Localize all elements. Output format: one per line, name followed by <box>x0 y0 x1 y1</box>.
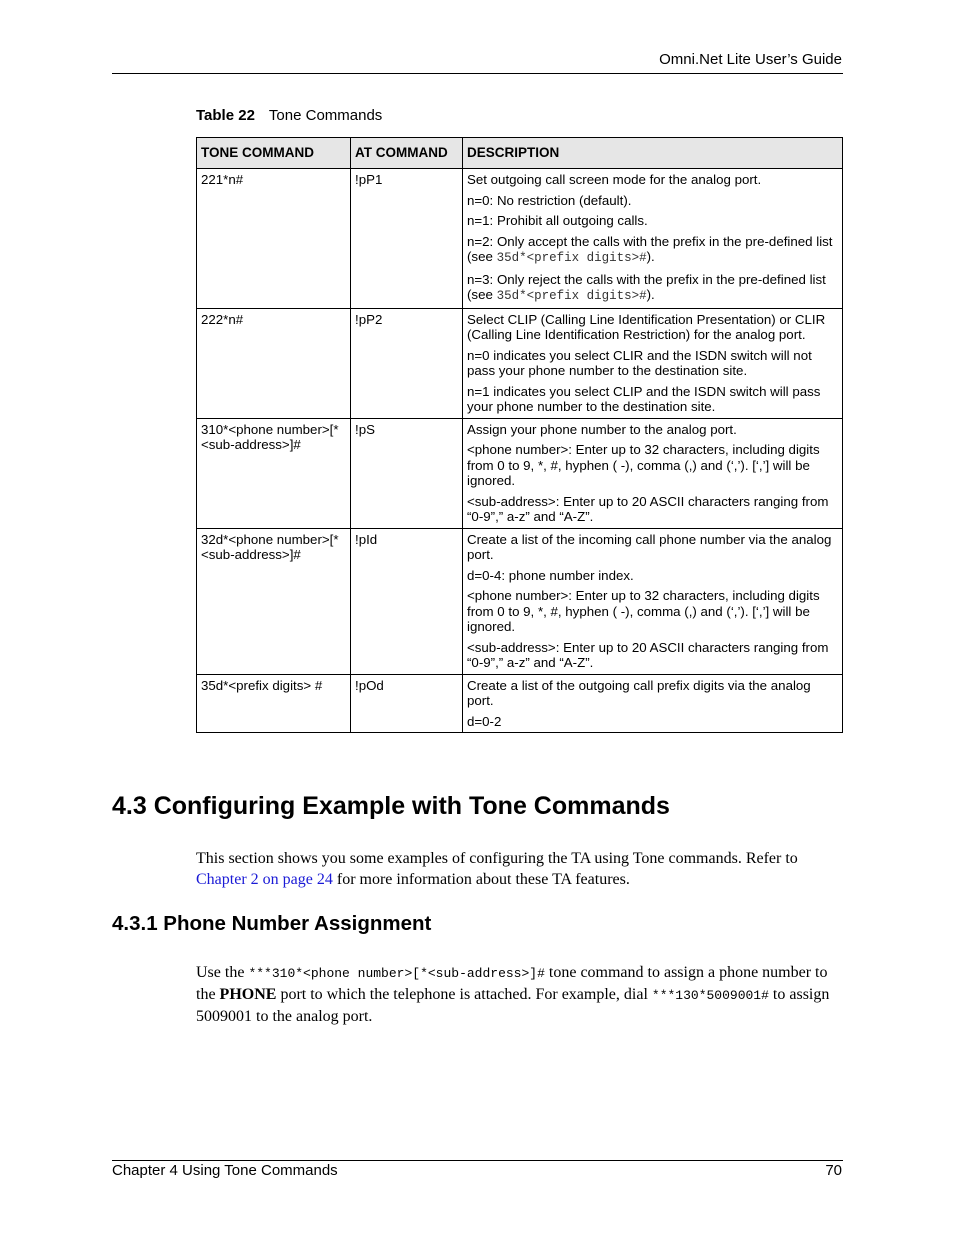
description-cell <box>463 418 843 528</box>
paragraph-text: for more information about these TA features. <box>332 871 630 888</box>
table-row <box>197 308 843 418</box>
table-row <box>197 169 843 309</box>
table-caption <box>196 107 382 124</box>
at-command-cell: !pP1 <box>351 169 463 309</box>
tone-command-cell: 221*n# <box>197 169 351 309</box>
description-text: ). <box>646 249 655 264</box>
description-line: n=0 indicates you select CLIR and the ISDN switch will not pass your phone number to the destination site. <box>467 347 812 378</box>
tone-command-cell: 222*n# <box>197 308 351 418</box>
description-line: <sub-address>: Enter up to 20 ASCII characters ranging from “0-9”,” a-z” and “A-Z”. <box>467 639 829 670</box>
tone-command-cell: 32d*<phone number>[*<sub-address>]# <box>197 528 351 674</box>
prefix-command-code: 35d*<prefix digits># <box>496 289 647 303</box>
table-row <box>197 528 843 674</box>
dial-example-code: ***130*5009001# <box>651 988 769 1003</box>
description-line: Assign your phone number to the analog port. <box>467 421 737 437</box>
paragraph-text: port to which the telephone is attached. For example, dial <box>276 986 652 1003</box>
running-header: Omni.Net Lite User’s Guide <box>659 51 842 68</box>
description-line: Create a list of the outgoing call prefix digits via the analog port. <box>467 677 811 708</box>
description-line: Set outgoing call screen mode for the analog port. <box>467 172 762 187</box>
tone-command-cell: 35d*<prefix digits> # <box>197 674 351 733</box>
chapter-2-link[interactable]: Chapter 2 on page 24 <box>196 871 333 888</box>
description-line <box>467 272 838 305</box>
description-text: n=3: Only reject the calls with the prefix in the pre-defined list (see <box>467 271 826 302</box>
header-rule <box>112 73 843 74</box>
column-header-tone-command: TONE COMMAND <box>197 138 351 169</box>
phone-port-label: PHONE <box>219 986 277 1003</box>
description-cell <box>463 169 843 309</box>
column-header-at-command: AT COMMAND <box>351 138 463 169</box>
paragraph-text: to assign 5009001 to the analog port. <box>196 986 830 1025</box>
paragraph-text: Use the <box>196 964 249 981</box>
description-line: Create a list of the incoming call phone number via the analog port. <box>467 531 832 562</box>
description-line: <sub-address>: Enter up to 20 ASCII characters ranging from “0-9”,” a-z” and “A-Z”. <box>467 493 829 524</box>
description-line <box>467 234 838 267</box>
column-header-description: DESCRIPTION <box>463 138 843 169</box>
description-line: Select CLIP (Calling Line Identification Presentation) or CLIR (Calling Line Identification Restriction) for the analog port. <box>467 311 826 342</box>
table-row <box>197 674 843 733</box>
paragraph-text: This section shows you some examples of configuring the TA using Tone commands. Refer to <box>196 850 798 867</box>
footer-rule <box>112 1160 843 1161</box>
tone-command-code: ***310*<phone number>[*<sub-address>]# <box>248 966 545 981</box>
at-command-cell: !pOd <box>351 674 463 733</box>
description-line: d=0-2 <box>467 713 502 729</box>
description-line: n=1 indicates you select CLIP and the ISDN switch will pass your phone number to the destination site. <box>467 383 821 414</box>
description-text: ). <box>646 287 655 302</box>
section-paragraph <box>196 848 846 890</box>
table-caption-label: Table 22 <box>196 107 255 124</box>
at-command-cell: !pS <box>351 418 463 528</box>
table-caption-title: Tone Commands <box>268 107 383 124</box>
footer-chapter-title: Chapter 4 Using Tone Commands <box>112 1162 338 1179</box>
description-line: n=0: No restriction (default). <box>467 192 632 208</box>
paragraph-text: tone command to assign a phone number to the <box>196 964 828 1003</box>
prefix-command-code: 35d*<prefix digits># <box>496 251 647 265</box>
description-line: <phone number>: Enter up to 32 characters, including digits from 0 to 9, *, #, hyphen ( -), comma (,) and (‘,’). [‘,’] will be ignored. <box>467 588 820 634</box>
subsection-heading: 4.3.1 Phone Number Assignment <box>112 912 432 935</box>
tone-command-cell: 310*<phone number>[*<sub-address>]# <box>197 418 351 528</box>
description-cell <box>463 528 843 674</box>
tone-commands-table <box>196 137 843 733</box>
description-cell <box>463 674 843 733</box>
description-text: n=2: Only accept the calls with the prefix in the pre-defined list (see <box>467 233 833 264</box>
description-cell <box>463 308 843 418</box>
at-command-cell: !pP2 <box>351 308 463 418</box>
section-heading: 4.3 Configuring Example with Tone Commands <box>112 792 670 820</box>
table-header-row <box>197 138 843 169</box>
description-line: <phone number>: Enter up to 32 characters, including digits from 0 to 9, *, #, hyphen ( -), comma (,) and (‘,’). [‘,’] will be ignored. <box>467 442 820 488</box>
table-row <box>197 418 843 528</box>
page-number: 70 <box>825 1162 842 1179</box>
description-line: d=0-4: phone number index. <box>467 567 634 583</box>
description-line: n=1: Prohibit all outgoing calls. <box>467 213 648 228</box>
at-command-cell: !pId <box>351 528 463 674</box>
subsection-paragraph <box>196 962 846 1027</box>
